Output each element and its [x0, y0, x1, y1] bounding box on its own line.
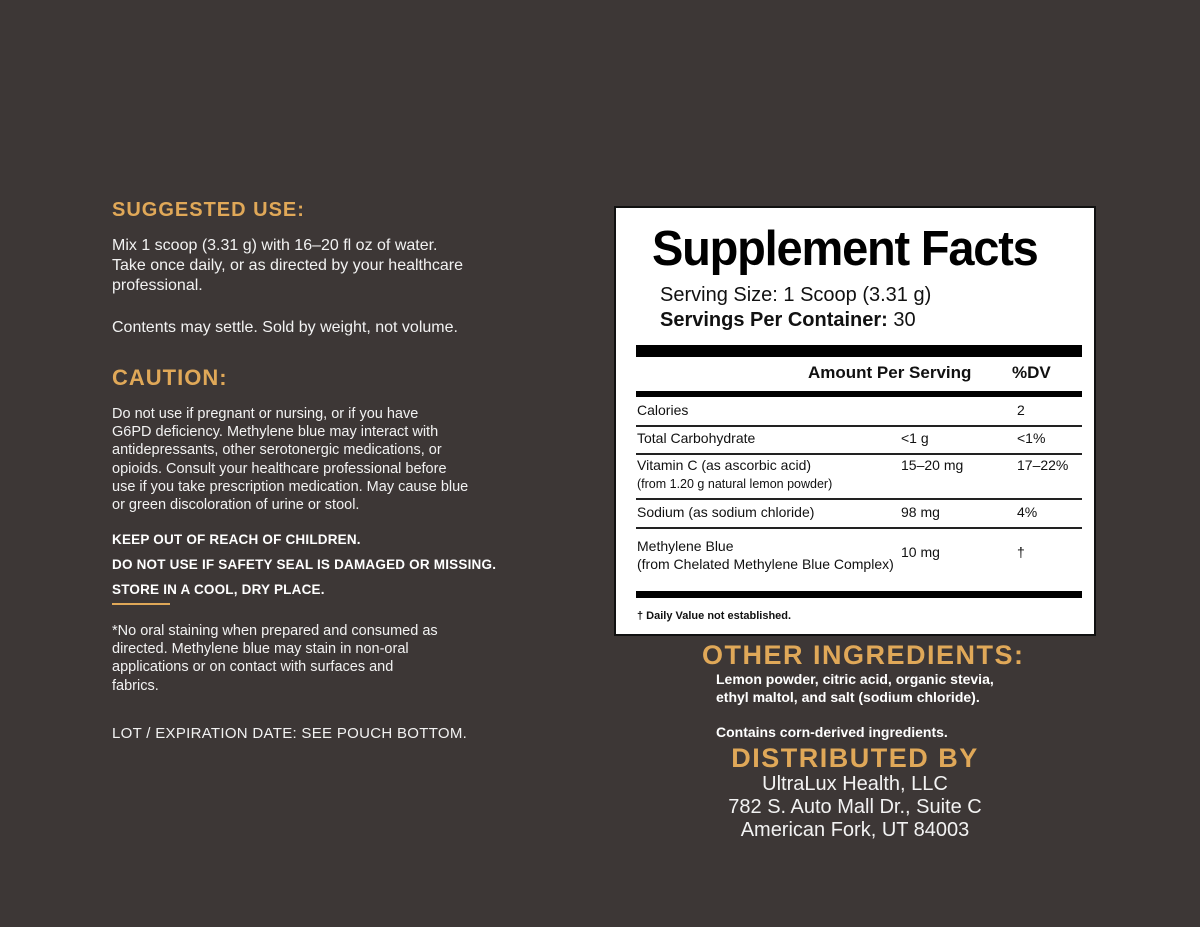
distributor-address [700, 773, 1010, 842]
caution-line: G6PD deficiency. Methylene blue may interact with [112, 424, 439, 441]
suggested-use-line: Mix 1 scoop (3.31 g) with 16–20 fl oz of water. [112, 237, 438, 254]
caution-line: or green discoloration of urine or stool. [112, 497, 360, 514]
serving-size: Serving Size: 1 Scoop (3.31 g) [660, 284, 932, 306]
warning-storage: STORE IN A COOL, DRY PLACE. [112, 582, 325, 597]
col-amount-header: Amount Per Serving [808, 363, 972, 382]
distributed-by-heading: DISTRIBUTED BY [731, 743, 979, 773]
row-mb-name: Methylene Blue [637, 538, 734, 554]
dv-footnote: † Daily Value not established. [637, 610, 792, 622]
row-divider [636, 425, 1082, 427]
caution-text [112, 405, 552, 514]
suggested-use-text [112, 236, 552, 296]
suggested-use-line: professional. [112, 277, 203, 294]
caution-line: use if you take prescription medication. May cause blue [112, 478, 469, 495]
footnote-line: *No oral staining when prepared and consumed as [112, 623, 438, 639]
row-mb-dv: † [1017, 544, 1025, 560]
other-ingredients-text [716, 670, 994, 706]
footnote-line: fabrics. [112, 677, 159, 694]
row-sodium-dv: 4% [1017, 504, 1038, 520]
row-carb-dv: <1% [1017, 430, 1046, 446]
accent-divider [112, 603, 170, 605]
row-divider [636, 527, 1082, 529]
row-sodium-name: Sodium (as sodium chloride) [637, 504, 815, 520]
row-calories-name: Calories [637, 402, 689, 418]
ingredients-line: Lemon powder, citric acid, organic stevia, [716, 671, 994, 687]
row-mb-sub: (from Chelated Methylene Blue Complex) [637, 556, 894, 572]
lot-expiration: LOT / EXPIRATION DATE: SEE POUCH BOTTOM. [112, 725, 468, 742]
caution-line: opioids. Consult your healthcare professional before [112, 460, 447, 477]
row-mb-amount: 10 mg [901, 544, 940, 560]
staining-footnote [112, 622, 552, 695]
row-carb-name: Total Carbohydrate [637, 430, 756, 446]
warning-seal: DO NOT USE IF SAFETY SEAL IS DAMAGED OR MISSING. [112, 557, 497, 572]
row-vitc-dv: 17–22% [1017, 457, 1069, 473]
distributor-street: 782 S. Auto Mall Dr., Suite C [728, 796, 982, 818]
servings-label: Servings Per Container: [660, 309, 888, 331]
supplement-facts-panel [614, 206, 1096, 636]
caution-line: Do not use if pregnant or nursing, or if you have [112, 406, 419, 422]
suggested-use-line: Take once daily, or as directed by your healthcare [112, 257, 464, 274]
caution-line: antidepressants, other serotonergic medications, or [112, 442, 442, 459]
ingredients-line: ethyl maltol, and salt (sodium chloride). [716, 689, 980, 705]
medium-divider [636, 391, 1082, 397]
row-sodium-amount: 98 mg [901, 504, 940, 520]
row-calories-dv: 2 [1017, 402, 1025, 418]
row-divider [636, 453, 1082, 455]
distributor-name: UltraLux Health, LLC [762, 773, 948, 795]
thick-divider [636, 345, 1082, 357]
row-divider [636, 498, 1082, 500]
col-dv-header: %DV [1012, 363, 1051, 382]
warning-children: KEEP OUT OF REACH OF CHILDREN. [112, 532, 361, 547]
servings-per-container [660, 309, 916, 332]
distributor-city: American Fork, UT 84003 [740, 819, 970, 841]
suggested-use-heading: SUGGESTED USE: [112, 199, 305, 221]
row-vitc-sub: (from 1.20 g natural lemon powder) [637, 477, 833, 491]
contents-note: Contents may settle. Sold by weight, not volume. [112, 319, 458, 336]
caution-heading: CAUTION: [112, 365, 228, 390]
row-carb-amount: <1 g [901, 430, 929, 446]
bottom-divider [636, 591, 1082, 598]
corn-note: Contains corn-derived ingredients. [716, 724, 948, 740]
footnote-line: applications or on contact with surfaces and [112, 659, 394, 676]
footnote-line: directed. Methylene blue may stain in non-oral [112, 641, 409, 658]
row-vitc-name: Vitamin C (as ascorbic acid) [637, 457, 812, 473]
other-ingredients-heading: OTHER INGREDIENTS: [702, 640, 1025, 670]
row-vitc-amount: 15–20 mg [901, 457, 964, 473]
servings-value: 30 [893, 309, 916, 331]
facts-title: Supplement Facts [652, 219, 1038, 276]
